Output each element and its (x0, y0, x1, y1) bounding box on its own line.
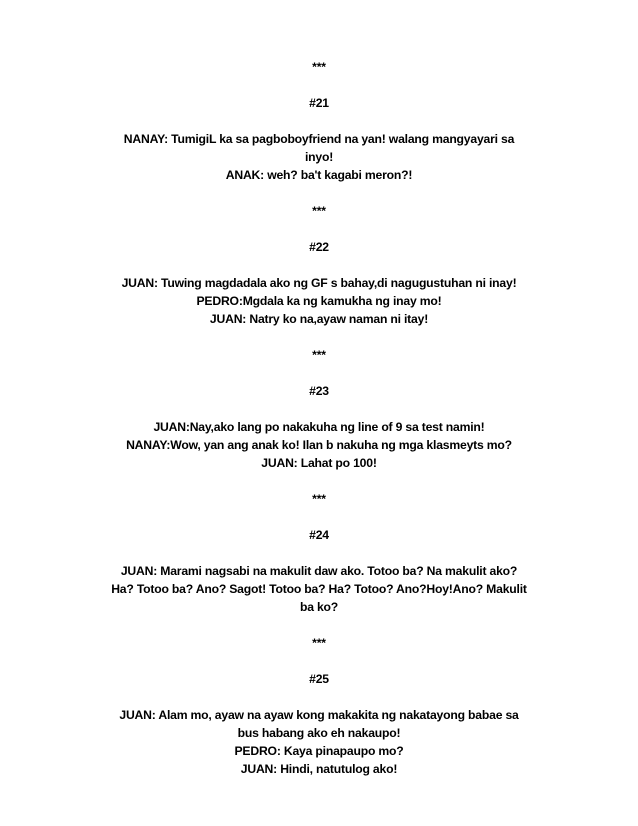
document-body (110, 58, 528, 778)
joke-number: #25 (309, 672, 329, 686)
joke-line: JUAN: Tuwing magdadala ako ng GF s bahay,di nagugustuhan ni inay! (121, 276, 517, 290)
separator: *** (312, 492, 326, 506)
separator: *** (312, 348, 326, 362)
separator: *** (312, 60, 326, 74)
joke-number: #21 (309, 96, 329, 110)
separator: *** (312, 204, 326, 218)
joke-line: NANAY:Wow, yan ang anak ko! Ilan b nakuha ng mga klasmeyts mo? (126, 438, 512, 452)
joke-number: #22 (309, 240, 329, 254)
joke-line: JUAN: Alam mo, ayaw na ayaw kong makakita ng nakatayong babae sa bus habang ako eh nakaupo! (119, 708, 519, 740)
joke-line: JUAN: Lahat po 100! (261, 456, 377, 470)
joke-line: JUAN: Hindi, natutulog ako! (240, 762, 398, 776)
joke-line: NANAY: TumigiL ka sa pagboboyfriend na yan! walang mangyayari sa inyo! (123, 132, 515, 164)
joke-number: #23 (309, 384, 329, 398)
joke-line: PEDRO:Mgdala ka ng kamukha ng inay mo! (196, 294, 442, 308)
joke-number: #24 (309, 528, 329, 542)
separator: *** (312, 636, 326, 650)
joke-line: ANAK: weh? ba't kagabi meron?! (225, 168, 413, 182)
joke-line: PEDRO: Kaya pinapaupo mo? (234, 744, 404, 758)
joke-line: JUAN: Marami nagsabi na makulit daw ako. Totoo ba? Na makulit ako? Ha? Totoo ba? Ano? Sagot! Totoo ba? Ha? Totoo? Ano?Hoy!Ano? Makulit ba ko? (111, 564, 527, 614)
joke-line: JUAN: Natry ko na,ayaw naman ni itay! (209, 312, 429, 326)
joke-line: JUAN:Nay,ako lang po nakakuha ng line of 9 sa test namin! (153, 420, 485, 434)
